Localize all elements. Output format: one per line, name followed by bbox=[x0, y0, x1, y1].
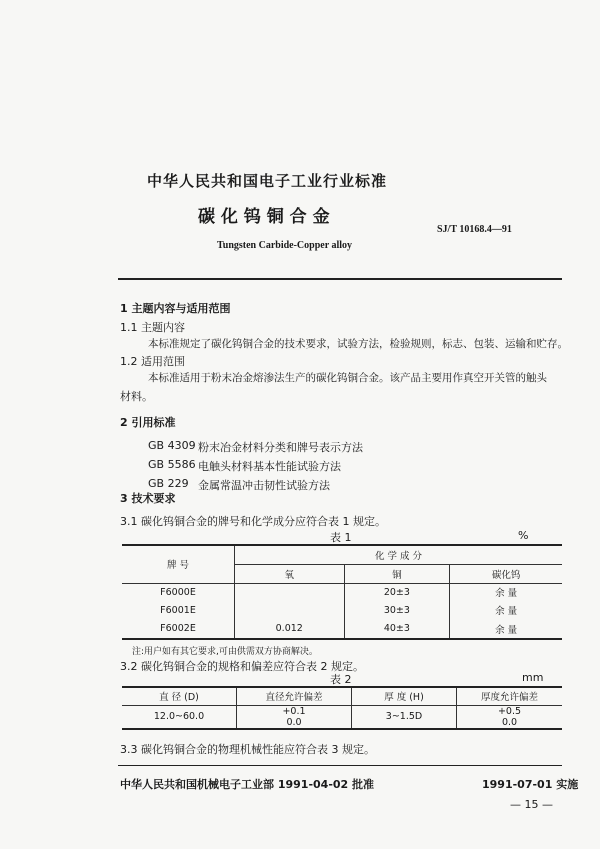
ref-code: GB 4309 bbox=[148, 439, 196, 452]
header-thickness-tolerance: 厚度允许偏差 bbox=[457, 687, 563, 705]
table-1 bbox=[122, 544, 562, 640]
tolerance-minus: 0.0 bbox=[501, 716, 518, 728]
header-grade: 牌 号 bbox=[122, 545, 235, 583]
section-3-3-text: 3.3 碳化钨铜合金的物理机械性能应符合表 3 规定。 bbox=[120, 743, 375, 756]
english-title: Tungsten Carbide-Copper alloy bbox=[217, 240, 353, 251]
ref-code: GB 5586 bbox=[148, 458, 196, 471]
table2-caption: 表 2 bbox=[330, 673, 352, 686]
tolerance-plus: +0.1 bbox=[282, 705, 306, 717]
table1-caption: 表 1 bbox=[330, 531, 352, 544]
table-row bbox=[122, 601, 562, 619]
section-1-heading: 1 主题内容与适用范围 bbox=[120, 302, 231, 315]
table1-unit: % bbox=[518, 529, 529, 542]
section-1-2-body: 本标准适用于粉末冶金熔渗法生产的碳化钨铜合金。该产品主要用作真空开关管的触头 bbox=[148, 372, 547, 384]
cell-grade: F6002E bbox=[122, 619, 235, 639]
cell-thickness-tolerance bbox=[457, 705, 563, 729]
table-row bbox=[122, 705, 562, 729]
approval-line: 中华人民共和国机械电子工业部 1991-04-02 批准 bbox=[120, 778, 375, 791]
table2-unit: mm bbox=[522, 671, 544, 684]
header-diameter: 直 径 (D) bbox=[122, 687, 237, 705]
header-copper: 铜 bbox=[344, 564, 450, 583]
cell-thickness: 3~1.5D bbox=[352, 705, 457, 729]
table-row bbox=[122, 619, 562, 639]
ref-title: 金属常温冲击韧性试验方法 bbox=[198, 479, 330, 492]
footer-rule bbox=[118, 765, 562, 766]
cell-copper: 20±3 bbox=[344, 583, 450, 601]
page-number: — 15 — bbox=[510, 798, 553, 811]
section-2-heading: 2 引用标准 bbox=[120, 416, 176, 429]
cell-oxygen bbox=[235, 601, 345, 619]
standard-code: SJ/T 10168.4—91 bbox=[437, 224, 512, 235]
tolerance-plus: +0.5 bbox=[497, 705, 522, 717]
header-rule bbox=[118, 278, 562, 280]
section-3-heading: 3 技术要求 bbox=[120, 492, 176, 505]
header-thickness: 厚 度 (H) bbox=[352, 687, 457, 705]
cell-wc: 余 量 bbox=[450, 583, 562, 601]
cell-wc: 余 量 bbox=[450, 619, 562, 639]
cell-oxygen bbox=[235, 583, 345, 601]
section-3-1-text: 3.1 碳化钨铜合金的牌号和化学成分应符合表 1 规定。 bbox=[120, 515, 386, 528]
cell-diameter-tolerance bbox=[237, 705, 352, 729]
cell-diameter: 12.0~60.0 bbox=[122, 705, 237, 729]
section-1-2-heading: 1.2 适用范围 bbox=[120, 355, 185, 368]
header-diameter-tolerance: 直径允许偏差 bbox=[237, 687, 352, 705]
section-3-2-text: 3.2 碳化钨铜合金的规格和偏差应符合表 2 规定。 bbox=[120, 660, 364, 673]
table-2 bbox=[122, 686, 562, 730]
section-1-1-body: 本标准规定了碳化钨铜合金的技术要求，试验方法，检验规则，标志、包装、运输和贮存。 bbox=[148, 338, 568, 350]
ref-code: GB 229 bbox=[148, 477, 189, 490]
cell-wc: 余 量 bbox=[450, 601, 562, 619]
header-chemical-composition: 化 学 成 分 bbox=[235, 545, 563, 564]
cell-copper: 40±3 bbox=[344, 619, 450, 639]
cell-grade: F6001E bbox=[122, 601, 235, 619]
cell-grade: F6000E bbox=[122, 583, 235, 601]
ref-title: 粉末冶金材料分类和牌号表示方法 bbox=[198, 441, 363, 454]
table-row bbox=[122, 583, 562, 601]
table1-note: 注:用户如有其它要求,可由供需双方协商解决。 bbox=[132, 647, 318, 657]
tolerance-minus: 0.0 bbox=[286, 716, 302, 728]
header-oxygen: 氧 bbox=[235, 564, 345, 583]
effective-date: 1991-07-01 实施 bbox=[482, 778, 579, 791]
cell-oxygen: 0.012 bbox=[235, 619, 345, 639]
section-1-1-heading: 1.1 主题内容 bbox=[120, 321, 185, 334]
org-standard-heading: 中华人民共和国电子工业行业标准 bbox=[147, 172, 388, 190]
document-title: 碳 化 钨 铜 合 金 bbox=[198, 207, 330, 227]
cell-copper: 30±3 bbox=[344, 601, 450, 619]
section-1-2-body-cont: 材料。 bbox=[120, 390, 153, 403]
ref-title: 电触头材料基本性能试验方法 bbox=[198, 460, 341, 473]
header-tungsten-carbide: 碳化钨 bbox=[450, 564, 562, 583]
